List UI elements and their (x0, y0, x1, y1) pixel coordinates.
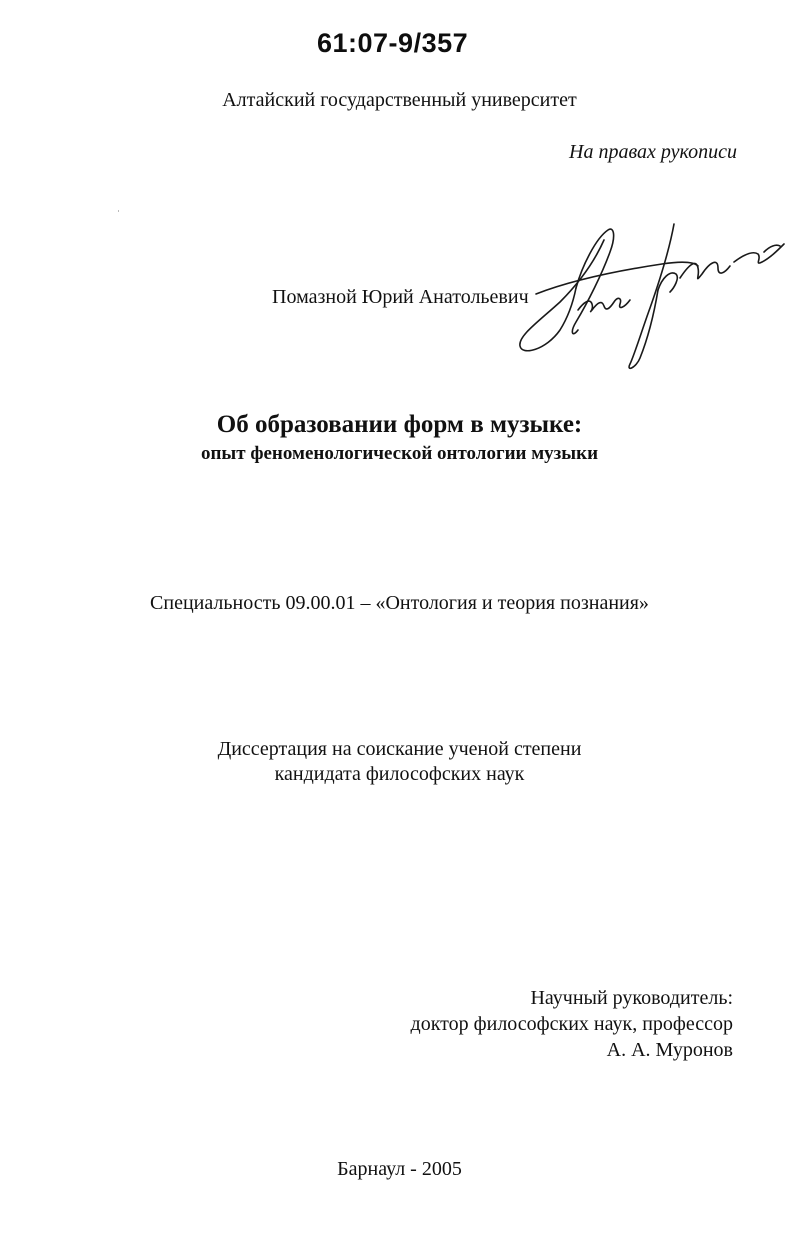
thesis-subtitle: опыт феноменологической онтологии музыки (200, 443, 599, 464)
city-year: Барнаул - 2005 (337, 1158, 462, 1180)
dissertation-degree-line-1: Диссертация на соискание ученой степени (217, 738, 582, 760)
author-name: Помазной Юрий Анатольевич (272, 286, 529, 308)
specialty-line: Специальность 09.00.01 – «Онтология и теория познания» (150, 592, 649, 614)
scan-speck (118, 210, 119, 212)
manuscript-rights-note: На правах рукописи (569, 141, 737, 163)
university-name: Алтайский государственный университет (222, 89, 577, 111)
supervisor-role: Научный руководитель: (530, 987, 733, 1009)
author-signature (512, 218, 792, 378)
dissertation-degree-line-2: кандидата философских наук (274, 763, 525, 785)
catalog-number: 61:07-9/357 (317, 28, 469, 58)
supervisor-degree: доктор философских наук, профессор (410, 1013, 733, 1035)
supervisor-name: А. А. Муронов (606, 1039, 733, 1061)
thesis-title: Об образовании форм в музыке: (216, 411, 583, 438)
supervisor-block (411, 985, 733, 1063)
